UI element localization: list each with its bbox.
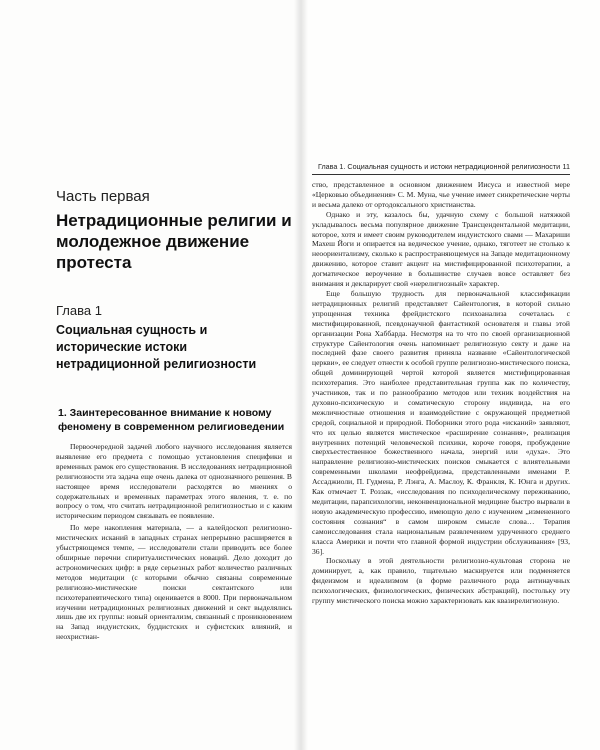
- paragraph: По мере накопления материала, — а калейдоскоп религиозно-мистических исканий в западных странах непрерывно расширяется в убыстряющемся темпе, — исследователи стали приводить все более обширные перечни спиритуалистических новаций. Дело доходит до астрономических цифр: в ряде серьезных работ количество различных методов медитации (с которыми обычно связаны современные религиозно-мистические поиски сектантского или психотерапевтического типа) оценивается в 8000. При первоначальном изучении нетрадиционных религиозных движений и сект выделялись лишь две их группы: новый ориентализм, связанный с проникновением на Запад индуистских, буддистских и суфистских влияний, и неохристиан-: [56, 523, 292, 642]
- running-head-title: Глава 1. Социальная сущность и истоки нетрадиционной религиозности: [318, 162, 561, 171]
- running-head: [312, 162, 570, 175]
- chapter-label: Глава 1: [56, 303, 102, 318]
- paragraph: ство, представленное в основном движением Иисуса и известной мере «Церковью объединения» С. М. Муна, чье учение имеет синкретические черты и весьма далеко от ортодоксального христианства.: [312, 180, 570, 209]
- page-number: 11: [562, 162, 570, 171]
- part-title: Нетрадиционные религии и молодежное движение протеста: [56, 211, 292, 272]
- paragraph: Первоочередной задачей любого научного исследования является выявление его предмета с помощью установления специфики и временных рамок его существования. В исследованиях нетрадиционной религиозности эта задача еще очень далека от однозначного решения. В настоящее время исследователи расходятся во мнениях о содержательных и временных параметрах этого явления, т. е. по вопросу о том, что считать нетрадиционной религиозностью и с каким историческим периодом связывать ее появление.: [56, 442, 292, 521]
- part-label: Часть первая: [56, 188, 150, 205]
- book-gutter: [294, 0, 308, 750]
- paragraph: Поскольку в этой деятельности религиозно-культовая сторона не доминирует, а, как правило, тщательно маскируется или подменяется фидеизмом и идеализмом (в форме различного рода антинаучных психологических, физиологических, физических абстракций), постольку эту группу мистического поиска можно характеризовать как квазирелигиозную.: [312, 556, 570, 606]
- paragraph: Еще большую трудность для первоначальной классификации нетрадиционных религий представляет Сайентология, в которой сильно упрощенная техника фрейдистского психоанализа сочеталась с мистифицированной, псевдонаучной фантастикой основателя и главы этой организации Рона Хаббарда. Несмотря на то что по своей организационной структуре Сайентология очень напоминает религиозную секту и даже на последней фазе своего развития приняла название «Сайентологической церкви», ее следует отнести к особой группе религиозно-мистического поиска, общей доминирующей чертой которой является мистифицированная психотерапия. Это наиболее представительная группа как по количеству, участников, так и по разнообразию методов или техник воздействия на духовно-психическую и соматическую сторону индивида, на его межличностные отношения и взаимодействие с окружающей предметной средой, социальной и природной. Поборники этого рода «исканий» заявляют, что их целью является мистическое «расширение сознания», реализация внутренних потенций человеческой психики, короче говоря, пробуждение сверхъестественное божественного начала, энергий или «духа». Это направление религиозно-мистических поисков смыкается с влиятельными современными школами неофрейдизма, представленными именами Р. Ассаджиоли, П. Гудмена, Р. Лэнга, А. Маслоу, К. Франкля, К. Юнга и других. Как отмечает Т. Роззак, «исследования по психоделическому переживанию, медитации, парапсихологии, неконвенциональной медицине быстро вырвали в новую академическую профессию, имеющую дело с изучением „измененного состояния сознания“ в самом широком смысле слова… Терапия самоисследования стала национальным развлечением удрученного среднего класса Америки и почти что главной формой индустрии обслуживания» [93, 36].: [312, 288, 570, 556]
- left-body-text: [56, 442, 292, 642]
- section-heading: 1. Заинтересованное внимание к новому феномену в современном религиоведении: [58, 407, 285, 433]
- right-body-text: [312, 180, 570, 606]
- paragraph: Однако и эту, казалось бы, удачную схему с большой натяжкой укладывалось весьма популярное движение Трансцендентальной медитации, которое, хотя и имеет своим руководителем индуистского свами — Махариши Махеш Йоги и опирается на ведическое учение, однако, тяготеет не столько к неоориентализму, сколько к распространяющемуся на Западе медитационному движению, которое ставит акцент на мистифицированной психотерапии, а догматическое вероучение в большинстве случаев вовсе оставляет без внимания и декларирует свой «нерелигиозный» характер.: [312, 209, 570, 289]
- chapter-title: Социальная сущность и исторические истоки нетрадиционной религиозности: [56, 323, 257, 371]
